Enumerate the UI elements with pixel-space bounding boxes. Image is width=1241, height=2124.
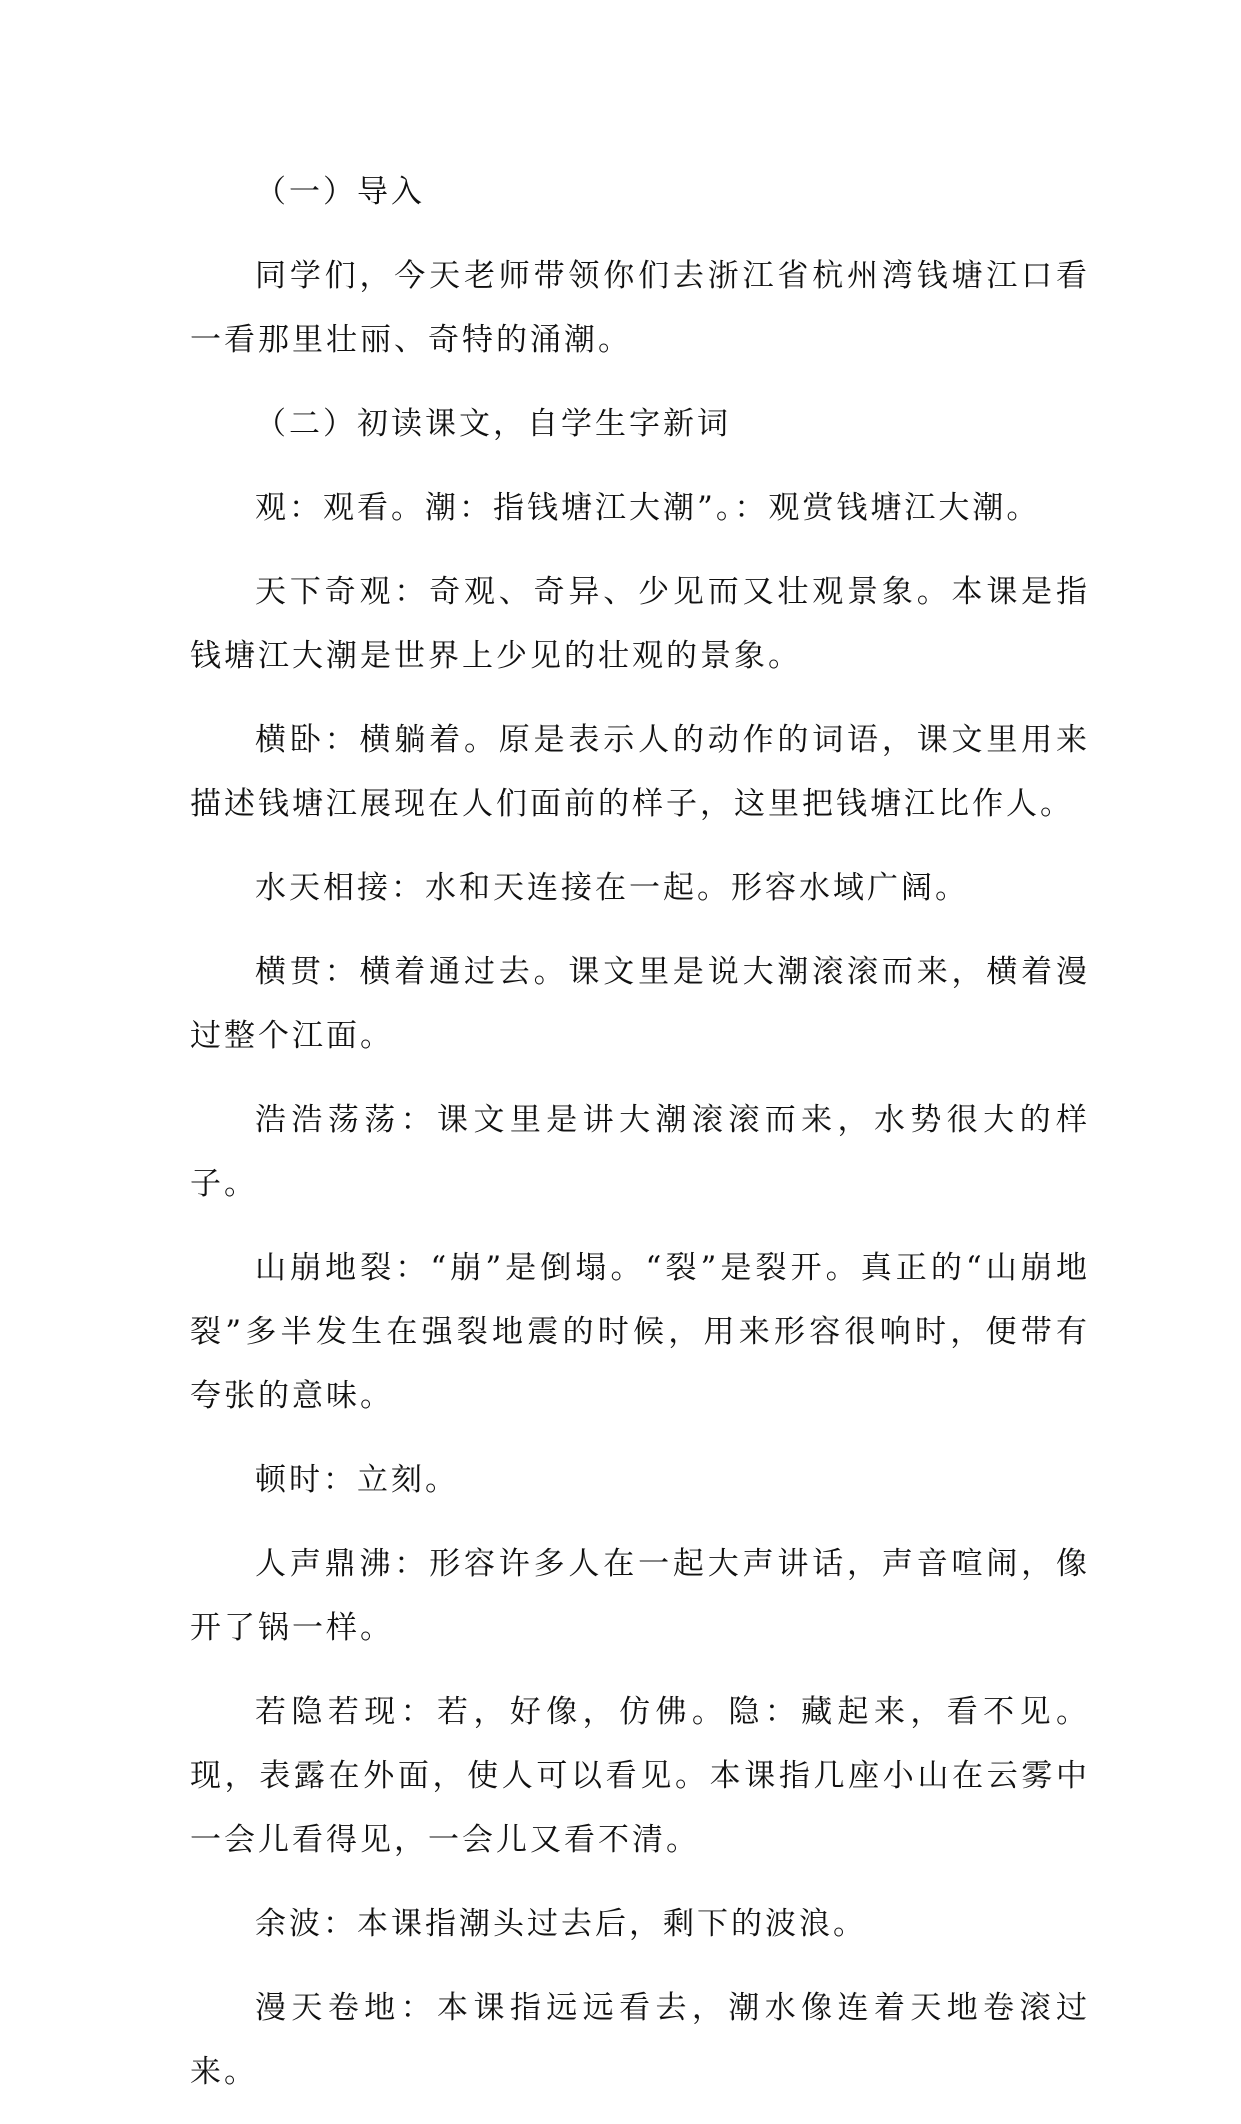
vocab-entry-shuitian-xiangjie: 水天相接：水和天连接在一起。形容水域广阔。 — [255, 870, 969, 906]
vocab-entry-rensheng-dingfei: 人声鼎沸：形容许多人在一起大声讲话，声音喧闹，像开了锅一样。 — [190, 1546, 1090, 1646]
vocab-entry-shanbeng-dilie: 山崩地裂：“崩”是倒塌。“裂”是裂开。真正的“山崩地裂”多半发生在强裂地震的时候，用来形容很响时，便带有夸张的意味。 — [190, 1250, 1090, 1414]
intro-paragraph: 同学们，今天老师带领你们去浙江省杭州湾钱塘江口看一看那里壮丽、奇特的涌潮。 — [190, 258, 1090, 358]
vocab-entry-tianxia-qiguan: 天下奇观：奇观、奇异、少见而又壮观景象。本课是指钱塘江大潮是世界上少见的壮观的景象。 — [190, 574, 1090, 674]
vocab-entry-guan: 观：观看。潮：指钱塘江大潮”。：观赏钱塘江大潮。 — [255, 490, 1041, 526]
vocab-entry-hengguan: 横贯：横着通过去。课文里是说大潮滚滚而来，横着漫过整个江面。 — [190, 954, 1090, 1054]
vocab-heading: （二）初读课文，自学生字新词 — [255, 406, 731, 442]
intro-heading: （一）导入 — [255, 174, 425, 210]
vocab-entry-mantian-juandi: 漫天卷地：本课指远远看去，潮水像连着天地卷滚过来。 — [190, 1990, 1090, 2090]
vocab-entry-dunshi: 顿时：立刻。 — [255, 1462, 459, 1498]
vocab-entry-hengwo: 横卧：横躺着。原是表示人的动作的词语，课文里用来描述钱塘江展现在人们面前的样子，这里把钱塘江比作人。 — [190, 722, 1090, 822]
vocab-entry-ruoyin-ruoxian: 若隐若现：若，好像，仿佛。隐：藏起来，看不见。现，表露在外面，使人可以看见。本课指几座小山在云雾中一会儿看得见，一会儿又看不清。 — [190, 1694, 1090, 1858]
vocab-entry-haohao-dangdang: 浩浩荡荡：课文里是讲大潮滚滚而来，水势很大的样子。 — [190, 1102, 1090, 1202]
vocab-entry-yubo: 余波：本课指潮头过去后，剩下的波浪。 — [255, 1906, 867, 1942]
document-page — [190, 160, 1090, 2124]
